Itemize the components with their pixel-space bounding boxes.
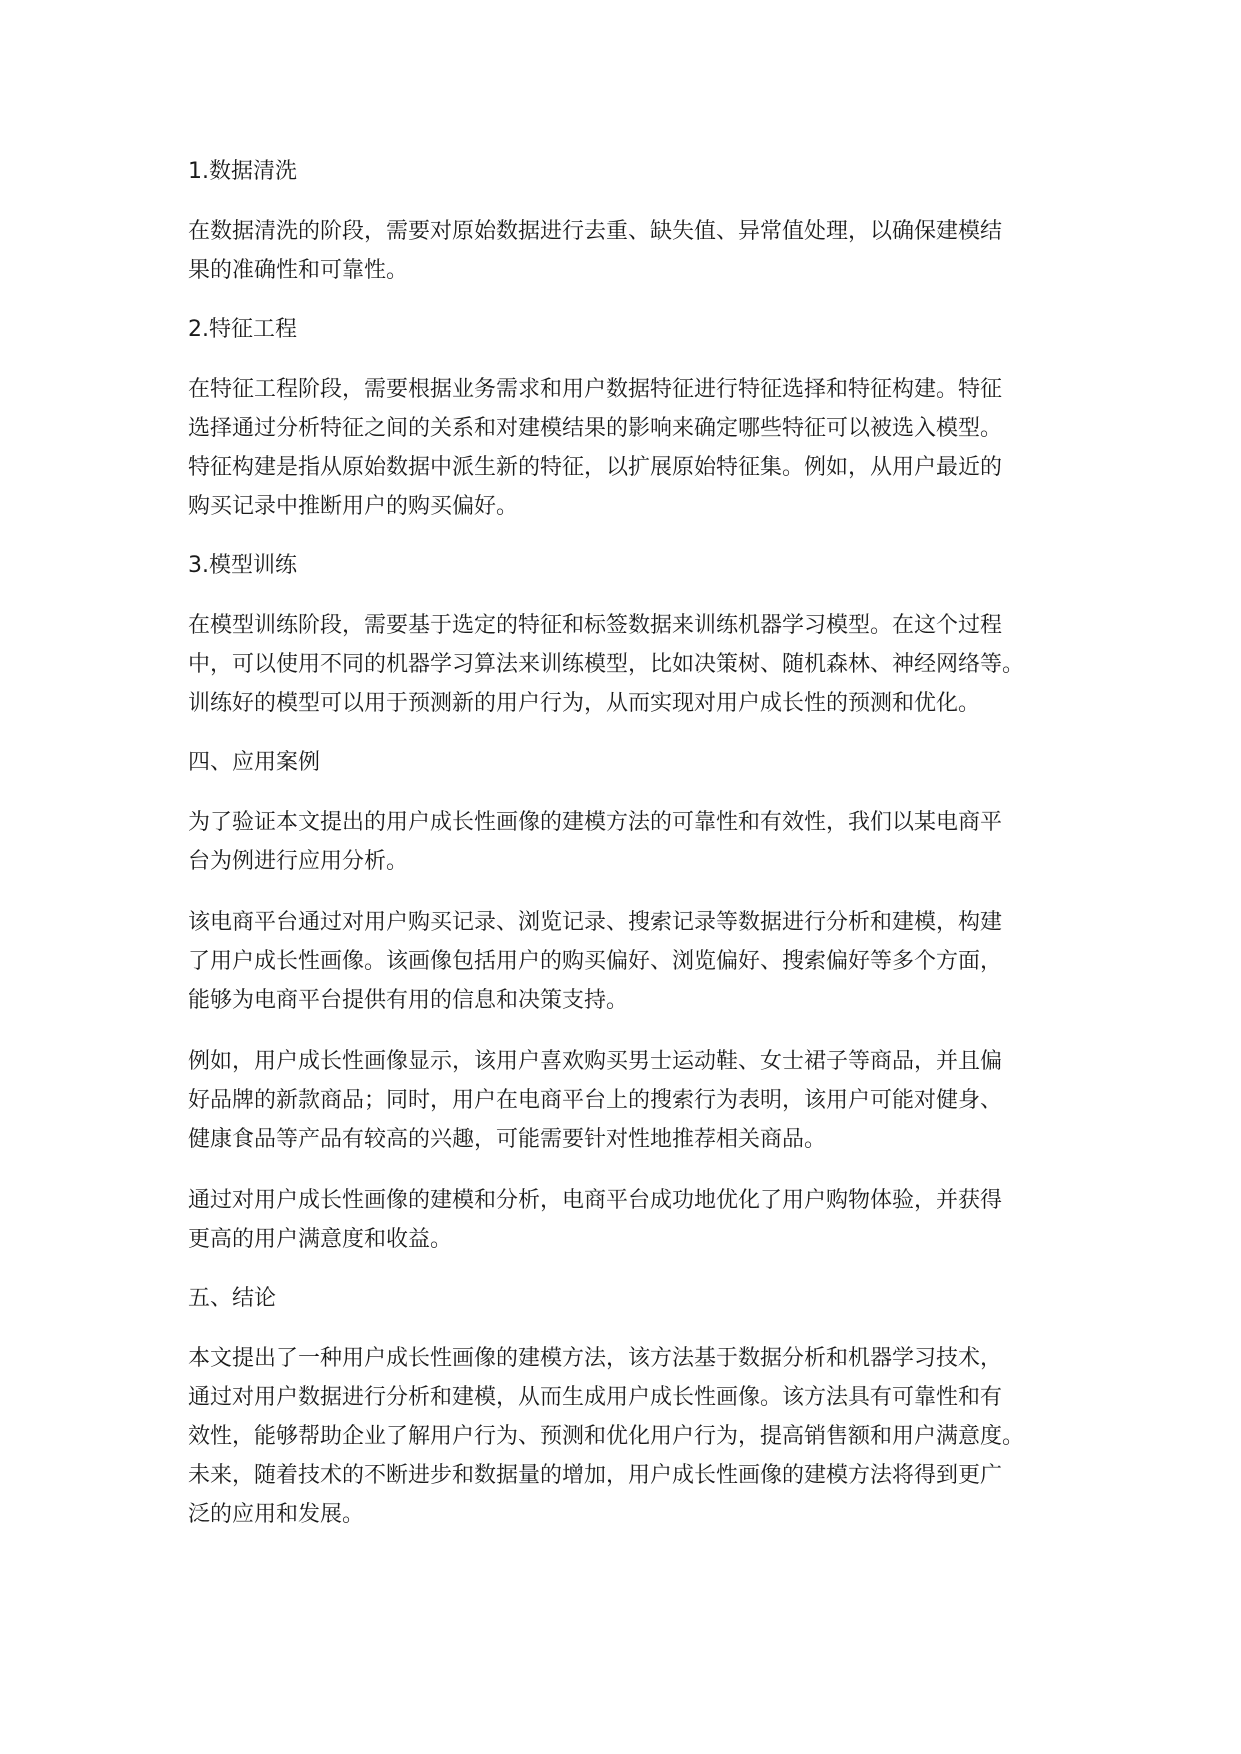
text-line: 能够为电商平台提供有用的信息和决策支持。 bbox=[188, 988, 629, 1013]
text-line: 通过对用户成长性画像的建模和分析，电商平台成功地优化了用户购物体验，并获得 bbox=[188, 1188, 1003, 1213]
document-body bbox=[188, 154, 1068, 1556]
text-line: 泛的应用和发展。 bbox=[188, 1502, 365, 1527]
text-line: 训练好的模型可以用于预测新的用户行为，从而实现对用户成长性的预测和优化。 bbox=[188, 691, 981, 716]
section-heading-conclusion: 五、结论 bbox=[188, 1286, 277, 1311]
paragraph-platform-modeling bbox=[188, 903, 1068, 1020]
section-heading-application-case: 四、应用案例 bbox=[188, 750, 321, 775]
paragraph-data-cleaning bbox=[188, 212, 1068, 290]
text-line: 在特征工程阶段，需要根据业务需求和用户数据特征进行特征选择和特征构建。特征 bbox=[188, 377, 1003, 402]
text-line: 该电商平台通过对用户购买记录、浏览记录、搜索记录等数据进行分析和建模，构建 bbox=[188, 910, 1003, 935]
paragraph-example bbox=[188, 1042, 1068, 1159]
paragraph-model-training bbox=[188, 606, 1068, 723]
text-line: 台为例进行应用分析。 bbox=[188, 849, 409, 874]
text-line: 未来，随着技术的不断进步和数据量的增加，用户成长性画像的建模方法将得到更广 bbox=[188, 1463, 1003, 1488]
text-line: 更高的用户满意度和收益。 bbox=[188, 1227, 453, 1252]
text-line: 通过对用户数据进行分析和建模，从而生成用户成长性画像。该方法具有可靠性和有 bbox=[188, 1385, 1003, 1410]
paragraph-feature-engineering bbox=[188, 370, 1068, 526]
section-heading-data-cleaning: 1.数据清洗 bbox=[188, 159, 297, 184]
text-line: 特征构建是指从原始数据中派生新的特征，以扩展原始特征集。例如，从用户最近的 bbox=[188, 455, 1003, 480]
text-line: 了用户成长性画像。该画像包括用户的购买偏好、浏览偏好、搜索偏好等多个方面， bbox=[188, 949, 1003, 974]
paragraph-conclusion bbox=[188, 1339, 1068, 1534]
paragraph-application-intro bbox=[188, 803, 1068, 881]
text-line: 例如，用户成长性画像显示，该用户喜欢购买男士运动鞋、女士裙子等商品，并且偏 bbox=[188, 1049, 1003, 1074]
section-heading-model-training: 3.模型训练 bbox=[188, 553, 297, 578]
section-heading-feature-engineering: 2.特征工程 bbox=[188, 317, 297, 342]
text-line: 选择通过分析特征之间的关系和对建模结果的影响来确定哪些特征可以被选入模型。 bbox=[188, 416, 1003, 441]
text-line: 本文提出了一种用户成长性画像的建模方法，该方法基于数据分析和机器学习技术， bbox=[188, 1346, 1003, 1371]
text-line: 为了验证本文提出的用户成长性画像的建模方法的可靠性和有效性，我们以某电商平 bbox=[188, 810, 1003, 835]
text-line: 效性，能够帮助企业了解用户行为、预测和优化用户行为，提高销售额和用户满意度。 bbox=[188, 1424, 1025, 1449]
text-line: 健康食品等产品有较高的兴趣，可能需要针对性地推荐相关商品。 bbox=[188, 1127, 827, 1152]
text-line: 在数据清洗的阶段，需要对原始数据进行去重、缺失值、异常值处理，以确保建模结 bbox=[188, 219, 1003, 244]
paragraph-result bbox=[188, 1181, 1068, 1259]
text-line: 购买记录中推断用户的购买偏好。 bbox=[188, 494, 519, 519]
text-line: 中，可以使用不同的机器学习算法来训练模型，比如决策树、随机森林、神经网络等。 bbox=[188, 652, 1025, 677]
text-line: 好品牌的新款商品；同时，用户在电商平台上的搜索行为表明，该用户可能对健身、 bbox=[188, 1088, 1003, 1113]
text-line: 果的准确性和可靠性。 bbox=[188, 258, 409, 283]
text-line: 在模型训练阶段，需要基于选定的特征和标签数据来训练机器学习模型。在这个过程 bbox=[188, 613, 1003, 638]
